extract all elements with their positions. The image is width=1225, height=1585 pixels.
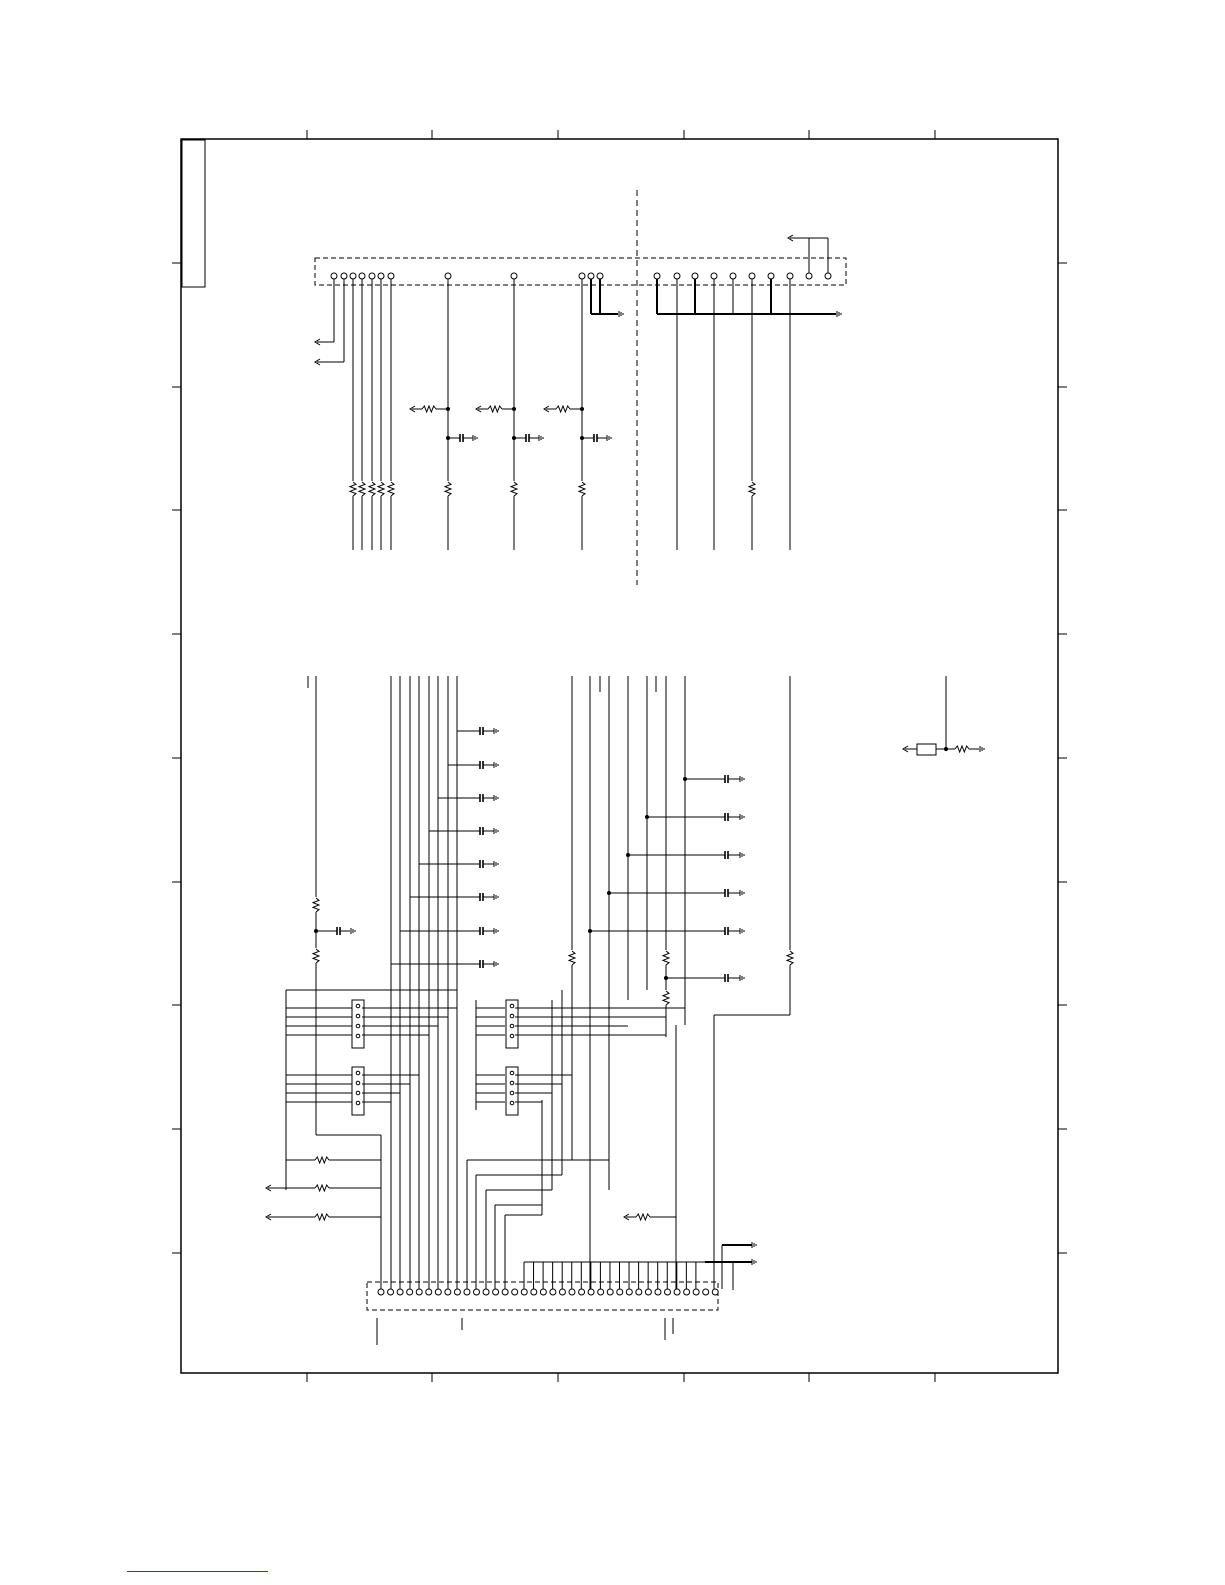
- connector-pin-icon: [559, 1289, 565, 1295]
- connector-pin-circle: [712, 1289, 718, 1295]
- resistor-zigzag: [369, 482, 375, 496]
- connector-pin-circle: [378, 1289, 384, 1295]
- capacitor-icon: [725, 775, 728, 783]
- connector-pin-circle: [579, 273, 585, 279]
- junction-dot: [447, 437, 450, 440]
- connector-pin-circle: [454, 1289, 460, 1295]
- capacitor-icon: [337, 927, 340, 935]
- capacitor-icon: [725, 974, 728, 982]
- resistor-network-node: [510, 1081, 514, 1085]
- connector-pin-icon: [692, 273, 698, 279]
- ground-icon: [752, 1259, 756, 1265]
- connector-pin-circle: [825, 273, 831, 279]
- resistor-icon: [369, 482, 375, 496]
- resistor-network-3: [506, 1000, 518, 1048]
- connector-pin-icon: [806, 273, 812, 279]
- connector-pin-circle: [445, 273, 451, 279]
- ground-icon: [494, 728, 498, 734]
- connector-pin-icon: [426, 1289, 432, 1295]
- ground-icon: [740, 975, 744, 981]
- junction-dot: [627, 854, 630, 857]
- connector-pin-icon: [416, 1289, 422, 1295]
- resistor-network-node: [356, 1014, 360, 1018]
- resistor-zigzag: [378, 482, 384, 496]
- connector-pin-icon: [787, 273, 793, 279]
- connector-pin-icon: [483, 1289, 489, 1295]
- resistor-icon: [315, 1185, 329, 1191]
- connector-pin-circle: [378, 273, 384, 279]
- capacitor-icon: [725, 813, 728, 821]
- connector-pin-icon: [435, 1289, 441, 1295]
- connector-pin-icon: [626, 1289, 632, 1295]
- resistor-icon: [445, 482, 451, 496]
- resistor-zigzag: [313, 898, 319, 912]
- resistor-zigzag: [579, 482, 585, 496]
- connector-pin-circle: [588, 1289, 594, 1295]
- resistor-network-node: [356, 1024, 360, 1028]
- connector-pin-circle: [674, 273, 680, 279]
- connector-pin-icon: [674, 1289, 680, 1295]
- ground-icon: [494, 961, 498, 967]
- connector-pin-circle: [674, 1289, 680, 1295]
- connector-pin-icon: [684, 1289, 690, 1295]
- connector-pin-icon: [703, 1289, 709, 1295]
- resistor-network-2: [352, 1067, 364, 1115]
- connector-pin-icon: [359, 273, 365, 279]
- connector-pin-circle: [435, 1289, 441, 1295]
- ground-icon: [494, 828, 498, 834]
- resistor-zigzag: [955, 746, 969, 752]
- connector-pin-icon: [607, 1289, 613, 1295]
- junction-dot: [581, 437, 584, 440]
- ground-icon: [539, 435, 543, 441]
- connector-pin-circle: [569, 1289, 575, 1295]
- connector-pin-circle: [341, 273, 347, 279]
- connector-pin-icon: [711, 273, 717, 279]
- junction-dot: [665, 977, 668, 980]
- connector-pin-circle: [684, 1289, 690, 1295]
- ground-icon: [494, 762, 498, 768]
- connector-pin-icon: [768, 273, 774, 279]
- connector-pin-circle: [331, 273, 337, 279]
- junction-dot: [944, 747, 947, 750]
- ground-icon: [351, 928, 355, 934]
- title-block: [182, 140, 205, 287]
- connector-pin-circle: [350, 273, 356, 279]
- connector-pin-circle: [388, 273, 394, 279]
- capacitor-icon: [480, 927, 483, 935]
- resistor-zigzag: [663, 951, 669, 965]
- connector-pin-circle: [531, 1289, 537, 1295]
- resistor-zigzag: [663, 991, 669, 1005]
- ground-icon: [740, 776, 744, 782]
- connector-pin-icon: [636, 1289, 642, 1295]
- junction-dot: [608, 892, 611, 895]
- resistor-icon: [388, 482, 394, 496]
- junction-dot: [513, 437, 516, 440]
- connector-pin-circle: [559, 1289, 565, 1295]
- connector-pin-circle: [540, 1289, 546, 1295]
- connector-pin-icon: [579, 1289, 585, 1295]
- connector-pin-icon: [454, 1289, 460, 1295]
- resistor-zigzag: [511, 482, 517, 496]
- resistor-zigzag: [315, 1185, 329, 1191]
- connector-pin-icon: [445, 1289, 451, 1295]
- connector-pin-icon: [378, 1289, 384, 1295]
- connector-pin-circle: [749, 273, 755, 279]
- resistor-network-node: [510, 1091, 514, 1095]
- junction-dot: [513, 408, 516, 411]
- connector-pin-circle: [388, 1289, 394, 1295]
- connector-pin-icon: [588, 273, 594, 279]
- junction-dot: [315, 930, 318, 933]
- connector-pin-icon: [397, 1289, 403, 1295]
- resistor-zigzag: [422, 406, 436, 412]
- connector-pin-circle: [787, 273, 793, 279]
- resistor-zigzag: [315, 1214, 329, 1220]
- connector-pin-circle: [654, 273, 660, 279]
- ground-icon: [837, 311, 841, 317]
- resistor-network-node: [510, 1004, 514, 1008]
- resistor-network-1: [352, 1000, 364, 1048]
- connector-pin-icon: [749, 273, 755, 279]
- ground-icon: [740, 852, 744, 858]
- connector-pin-icon: [579, 273, 585, 279]
- junction-dot: [447, 408, 450, 411]
- connector-pin-icon: [569, 1289, 575, 1295]
- capacitor-icon: [594, 434, 597, 442]
- resistor-zigzag: [313, 949, 319, 963]
- resistor-zigzag: [445, 482, 451, 496]
- connector-pin-circle: [521, 1289, 527, 1295]
- resistor-icon: [315, 1214, 329, 1220]
- resistor-network-node: [510, 1034, 514, 1038]
- ground-icon: [740, 928, 744, 934]
- connector-pin-icon: [388, 1289, 394, 1295]
- ground-icon: [740, 814, 744, 820]
- resistor-network-node: [510, 1071, 514, 1075]
- resistor-network-node: [356, 1034, 360, 1038]
- resistor-icon: [787, 951, 793, 965]
- resistor-icon: [313, 898, 319, 912]
- connector-pin-icon: [674, 273, 680, 279]
- resistor-zigzag: [359, 482, 365, 496]
- connector-pin-circle: [730, 273, 736, 279]
- junction-dot: [581, 408, 584, 411]
- resistor-network-node: [356, 1081, 360, 1085]
- connector-pin-icon: [493, 1289, 499, 1295]
- capacitor-icon: [725, 851, 728, 859]
- connector-pin-icon: [655, 1289, 661, 1295]
- resistor-icon: [749, 482, 755, 496]
- connector-pin-circle: [474, 1289, 480, 1295]
- resistor-zigzag: [636, 1214, 650, 1220]
- resistor-zigzag: [315, 1157, 329, 1163]
- ground-icon: [607, 435, 611, 441]
- capacitor-icon: [526, 434, 529, 442]
- connector-pin-circle: [369, 273, 375, 279]
- resistor-icon: [556, 406, 570, 412]
- connector-pin-circle: [693, 1289, 699, 1295]
- capacitor-icon: [480, 794, 483, 802]
- connector-pin-circle: [579, 1289, 585, 1295]
- capacitor-icon: [460, 434, 463, 442]
- capacitor-icon: [480, 761, 483, 769]
- connector-pin-icon: [407, 1289, 413, 1295]
- connector-pin-icon: [588, 1289, 594, 1295]
- footer-link-underline[interactable]: [127, 1571, 268, 1572]
- connector-pin-circle: [445, 1289, 451, 1295]
- resistor-icon: [636, 1214, 650, 1220]
- connector-pin-icon: [665, 1289, 671, 1295]
- connector-pin-circle: [626, 1289, 632, 1295]
- connector-pin-icon: [512, 1289, 518, 1295]
- connector-pin-icon: [597, 273, 603, 279]
- capacitor-icon: [480, 893, 483, 901]
- ground-icon: [473, 435, 477, 441]
- resistor-icon: [359, 482, 365, 496]
- connector-pin-icon: [598, 1289, 604, 1295]
- connector-pin-circle: [464, 1289, 470, 1295]
- connector-pin-icon: [825, 273, 831, 279]
- resistor-zigzag: [556, 406, 570, 412]
- connector-pin-icon: [540, 1289, 546, 1295]
- connector-pin-circle: [645, 1289, 651, 1295]
- resistor-icon: [511, 482, 517, 496]
- resistor-network-node: [510, 1014, 514, 1018]
- connector-pin-icon: [378, 273, 384, 279]
- connector-pin-circle: [550, 1289, 556, 1295]
- resistor-network-node: [356, 1091, 360, 1095]
- ground-icon: [980, 746, 984, 752]
- resistor-icon: [315, 1157, 329, 1163]
- connector-pin-icon: [617, 1289, 623, 1295]
- resistor-zigzag: [787, 951, 793, 965]
- resistor-network-node: [510, 1024, 514, 1028]
- capacitor-icon: [480, 827, 483, 835]
- resistor-icon: [350, 482, 356, 496]
- ground-icon: [494, 928, 498, 934]
- connector-pin-icon: [654, 273, 660, 279]
- connector-pin-circle: [806, 273, 812, 279]
- ground-icon: [740, 890, 744, 896]
- capacitor-icon: [725, 889, 728, 897]
- resistor-icon: [422, 406, 436, 412]
- resistor-icon: [955, 746, 969, 752]
- connector-pin-circle: [416, 1289, 422, 1295]
- resistor-icon: [488, 406, 502, 412]
- resistor-zigzag: [488, 406, 502, 412]
- connector-pin-circle: [655, 1289, 661, 1295]
- resistor-icon: [313, 949, 319, 963]
- resistor-icon: [569, 951, 575, 965]
- connector-pin-circle: [511, 273, 517, 279]
- resistor-network-node: [356, 1101, 360, 1105]
- connector-pin-circle: [426, 1289, 432, 1295]
- connector-pin-circle: [607, 1289, 613, 1295]
- capacitor-icon: [480, 960, 483, 968]
- resistor-zigzag: [388, 482, 394, 496]
- connector-pin-circle: [483, 1289, 489, 1295]
- connector-pin-icon: [445, 273, 451, 279]
- connector-pin-icon: [550, 1289, 556, 1295]
- connector-pin-circle: [588, 273, 594, 279]
- connector-pin-circle: [359, 273, 365, 279]
- resistor-icon: [663, 991, 669, 1005]
- connector-pin-icon: [511, 273, 517, 279]
- connector-pin-icon: [521, 1289, 527, 1295]
- connector-pin-icon: [531, 1289, 537, 1295]
- connector-pin-icon: [693, 1289, 699, 1295]
- capacitor-icon: [480, 860, 483, 868]
- resistor-zigzag: [350, 482, 356, 496]
- ground-icon: [494, 795, 498, 801]
- connector-pin-circle: [493, 1289, 499, 1295]
- capacitor-icon: [725, 927, 728, 935]
- capacitor-icon: [480, 727, 483, 735]
- connector-pin-icon: [730, 273, 736, 279]
- connector-pin-circle: [617, 1289, 623, 1295]
- connector-pin-circle: [711, 273, 717, 279]
- ferrite-bead: [917, 744, 936, 755]
- connector-pin-icon: [350, 273, 356, 279]
- upper-connector-outline: [315, 258, 846, 285]
- connector-pin-icon: [369, 273, 375, 279]
- connector-pin-circle: [512, 1289, 518, 1295]
- connector-pin-icon: [341, 273, 347, 279]
- connector-pin-circle: [692, 273, 698, 279]
- resistor-icon: [579, 482, 585, 496]
- ground-icon: [494, 861, 498, 867]
- resistor-network-node: [356, 1071, 360, 1075]
- connector-pin-circle: [598, 1289, 604, 1295]
- connector-pin-icon: [331, 273, 337, 279]
- lower-connector-outline: [367, 1282, 718, 1310]
- junction-dot: [646, 816, 649, 819]
- resistor-zigzag: [749, 482, 755, 496]
- connector-pin-circle: [502, 1289, 508, 1295]
- connector-pin-circle: [407, 1289, 413, 1295]
- resistor-icon: [663, 951, 669, 965]
- ground-icon: [752, 1242, 756, 1248]
- junction-dot: [589, 930, 592, 933]
- connector-pin-icon: [645, 1289, 651, 1295]
- resistor-zigzag: [569, 951, 575, 965]
- connector-pin-icon: [474, 1289, 480, 1295]
- connector-pin-circle: [768, 273, 774, 279]
- connector-pin-circle: [397, 1289, 403, 1295]
- connector-pin-icon: [464, 1289, 470, 1295]
- connector-pin-circle: [636, 1289, 642, 1295]
- connector-pin-icon: [502, 1289, 508, 1295]
- ground-icon: [494, 894, 498, 900]
- connector-pin-circle: [665, 1289, 671, 1295]
- connector-pin-icon: [712, 1289, 718, 1295]
- resistor-network-4: [506, 1067, 518, 1115]
- resistor-network-node: [510, 1101, 514, 1105]
- junction-dot: [684, 778, 687, 781]
- resistor-icon: [378, 482, 384, 496]
- connector-pin-circle: [597, 273, 603, 279]
- resistor-network-node: [356, 1004, 360, 1008]
- connector-pin-circle: [703, 1289, 709, 1295]
- ground-icon: [619, 311, 623, 317]
- connector-pin-icon: [388, 273, 394, 279]
